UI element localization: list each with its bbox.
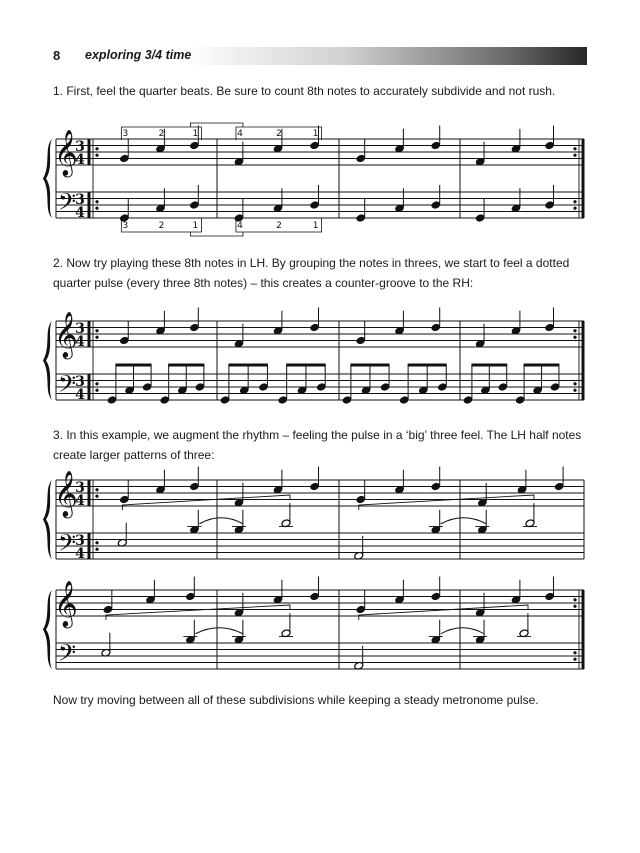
quarter-note bbox=[511, 311, 521, 335]
quarter-note bbox=[155, 470, 165, 494]
time-signature-bottom: 4 bbox=[75, 387, 85, 403]
time-signature-top: 3 bbox=[75, 533, 85, 549]
repeat-dot bbox=[95, 541, 98, 544]
rh-finger-number: 2 bbox=[158, 129, 165, 139]
half-note bbox=[279, 613, 293, 637]
treble-clef-icon: 𝄞 bbox=[54, 471, 78, 517]
quarter-note bbox=[517, 470, 527, 494]
quarter-note bbox=[310, 185, 320, 209]
quarter-note bbox=[511, 129, 521, 153]
repeat-dot bbox=[95, 154, 98, 157]
grouping-bracket bbox=[359, 495, 534, 510]
rh-finger-number: 1 bbox=[192, 129, 199, 139]
treble-staff bbox=[56, 480, 584, 506]
time-signature-top: 3 bbox=[75, 480, 85, 496]
repeat-dot bbox=[573, 605, 576, 608]
fingering-bracket bbox=[190, 232, 243, 236]
quarter-note bbox=[155, 311, 165, 335]
quarter-note bbox=[189, 467, 199, 491]
quarter-note bbox=[429, 620, 443, 644]
lh-finger-number: 1 bbox=[312, 221, 319, 231]
beam bbox=[524, 364, 560, 367]
repeat-dot bbox=[573, 389, 576, 392]
quarter-note bbox=[189, 185, 199, 209]
repeat-dot bbox=[573, 598, 576, 601]
time-signature-top: 3 bbox=[75, 139, 85, 155]
quarter-note bbox=[431, 185, 441, 209]
repeat-dot bbox=[95, 336, 98, 339]
repeat-dot bbox=[95, 329, 98, 332]
quarter-note bbox=[119, 321, 129, 345]
quarter-note bbox=[310, 467, 320, 491]
quarter-note bbox=[356, 480, 366, 504]
half-note bbox=[517, 613, 531, 637]
quarter-note bbox=[273, 470, 283, 494]
beam bbox=[228, 364, 268, 367]
lh-finger-number: 3 bbox=[122, 221, 129, 231]
beam bbox=[471, 364, 507, 367]
treble-clef-icon: 𝄞 bbox=[54, 312, 78, 358]
repeat-dot bbox=[573, 336, 576, 339]
system-brace bbox=[43, 321, 52, 400]
quarter-note bbox=[234, 198, 244, 222]
quarter-note bbox=[145, 580, 155, 604]
repeat-dot bbox=[573, 651, 576, 654]
rh-finger-number: 3 bbox=[122, 129, 129, 139]
quarter-note bbox=[103, 590, 113, 614]
quarter-note bbox=[273, 580, 283, 604]
instruction-1: 1. First, feel the quarter beats. Be sure to count 8th notes to accurately subdivide and not rush. bbox=[53, 84, 556, 98]
repeat-dot bbox=[573, 207, 576, 210]
grouping-bracket bbox=[122, 495, 290, 510]
quarter-note bbox=[119, 139, 129, 163]
quarter-note bbox=[545, 126, 555, 150]
quarter-note bbox=[475, 198, 485, 222]
treble-clef-icon: 𝄞 bbox=[54, 581, 78, 627]
bass-clef-icon: 𝄢 bbox=[57, 529, 77, 562]
quarter-note bbox=[183, 620, 197, 644]
repeat-dot bbox=[573, 658, 576, 661]
lh-finger-number: 1 bbox=[192, 221, 199, 231]
rh-finger-number: 4 bbox=[237, 129, 243, 139]
quarter-note bbox=[394, 129, 404, 153]
system-brace bbox=[43, 139, 52, 218]
quarter-note bbox=[431, 126, 441, 150]
system-brace bbox=[43, 480, 52, 559]
repeat-dot bbox=[95, 207, 98, 210]
rh-finger-number: 2 bbox=[276, 129, 282, 139]
running-title: exploring 3/4 time bbox=[85, 48, 192, 62]
slur bbox=[199, 518, 243, 524]
time-signature-bottom: 4 bbox=[75, 152, 85, 168]
repeat-dot bbox=[573, 147, 576, 150]
quarter-note bbox=[185, 577, 195, 601]
slur bbox=[441, 628, 484, 634]
repeat-dot bbox=[573, 154, 576, 157]
quarter-note bbox=[545, 185, 555, 209]
quarter-note bbox=[431, 467, 441, 491]
beam bbox=[286, 364, 326, 367]
beam bbox=[408, 364, 447, 367]
treble-staff bbox=[56, 139, 584, 165]
quarter-note bbox=[394, 470, 404, 494]
repeat-dot bbox=[95, 200, 98, 203]
lh-finger-number: 2 bbox=[276, 221, 282, 231]
quarter-note bbox=[356, 590, 366, 614]
quarter-note bbox=[119, 480, 129, 504]
lh-finger-number: 2 bbox=[158, 221, 165, 231]
treble-staff bbox=[56, 590, 584, 616]
quarter-note bbox=[273, 311, 283, 335]
quarter-note bbox=[554, 467, 564, 491]
page-number: 8 bbox=[53, 48, 61, 63]
slur bbox=[441, 518, 487, 524]
treble-staff bbox=[56, 321, 584, 347]
bass-staff bbox=[56, 192, 584, 218]
half-note bbox=[279, 503, 293, 527]
repeat-dot bbox=[95, 488, 98, 491]
quarter-note bbox=[394, 311, 404, 335]
quarter-note bbox=[511, 580, 521, 604]
quarter-note bbox=[545, 308, 555, 332]
quarter-note bbox=[356, 198, 366, 222]
quarter-note bbox=[310, 308, 320, 332]
repeat-dot bbox=[95, 382, 98, 385]
time-signature-bottom: 4 bbox=[75, 205, 85, 221]
repeat-dot bbox=[95, 389, 98, 392]
instruction-3: 3. In this example, we augment the rhythm – feeling the pulse in a ‘big’ three feel. The LH half notes create larger patterns of three: bbox=[53, 428, 582, 462]
quarter-note bbox=[356, 321, 366, 345]
time-signature-bottom: 4 bbox=[75, 493, 85, 509]
repeat-dot bbox=[573, 200, 576, 203]
repeat-dot bbox=[95, 147, 98, 150]
closing-instruction: Now try moving between all of these subdivisions while keeping a steady metronome pulse. bbox=[53, 693, 539, 707]
repeat-dot bbox=[95, 548, 98, 551]
repeat-dot bbox=[573, 329, 576, 332]
quarter-note bbox=[189, 308, 199, 332]
beam bbox=[350, 364, 389, 367]
quarter-note bbox=[119, 198, 129, 222]
system-brace bbox=[43, 590, 52, 669]
time-signature-top: 3 bbox=[75, 321, 85, 337]
bass-clef-icon: 𝄢 bbox=[57, 639, 77, 672]
half-note bbox=[101, 633, 111, 657]
grouping-bracket bbox=[106, 605, 290, 620]
quarter-note bbox=[431, 308, 441, 332]
beam bbox=[168, 364, 204, 367]
quarter-note bbox=[356, 139, 366, 163]
quarter-note bbox=[394, 580, 404, 604]
half-note bbox=[117, 523, 127, 547]
half-note bbox=[523, 503, 537, 527]
bass-staff bbox=[56, 643, 584, 669]
quarter-note bbox=[187, 510, 201, 534]
time-signature-bottom: 4 bbox=[75, 546, 85, 562]
repeat-dot bbox=[95, 495, 98, 498]
bass-clef-icon: 𝄢 bbox=[57, 188, 77, 221]
quarter-note bbox=[310, 577, 320, 601]
time-signature-top: 3 bbox=[75, 192, 85, 208]
quarter-note bbox=[429, 510, 443, 534]
quarter-note bbox=[431, 577, 441, 601]
lh-finger-number: 4 bbox=[237, 221, 243, 231]
quarter-note bbox=[545, 577, 555, 601]
time-signature-bottom: 4 bbox=[75, 334, 85, 350]
beam bbox=[115, 364, 151, 367]
time-signature-top: 3 bbox=[75, 374, 85, 390]
repeat-dot bbox=[573, 382, 576, 385]
grouping-bracket bbox=[359, 605, 528, 620]
rh-finger-number: 1 bbox=[312, 129, 319, 139]
bass-staff bbox=[56, 533, 584, 559]
bass-clef-icon: 𝄢 bbox=[57, 370, 77, 403]
instruction-2: 2. Now try playing these 8th notes in LH. By grouping the notes in threes, we start to feel a dotted quarter pulse (every three 8th notes) – this creates a counter-groove to the RH: bbox=[53, 256, 570, 290]
treble-clef-icon: 𝄞 bbox=[54, 130, 78, 176]
slur bbox=[195, 628, 243, 634]
